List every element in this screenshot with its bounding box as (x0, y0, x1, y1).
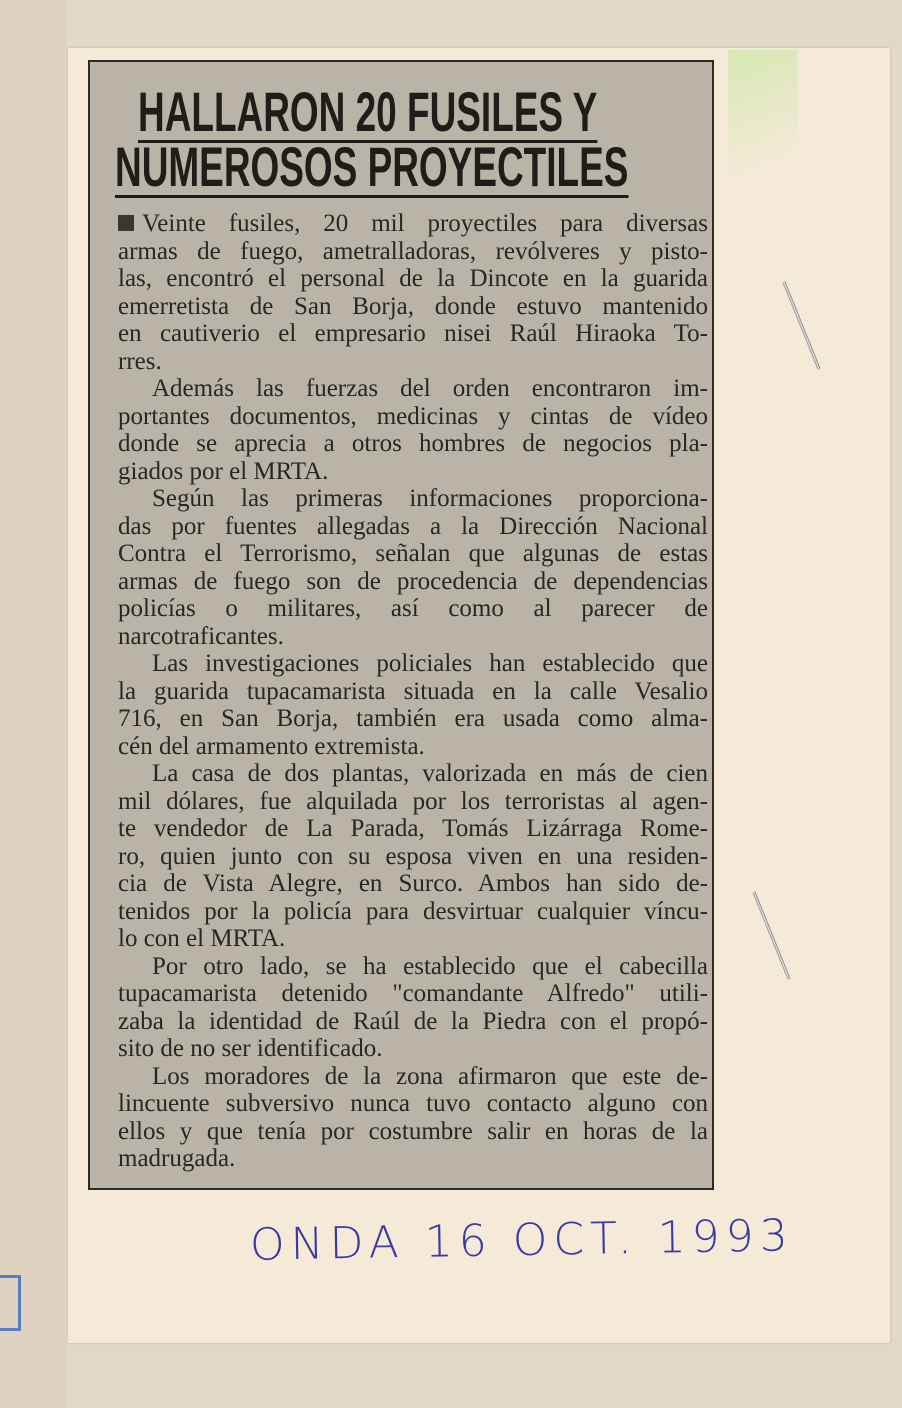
article-line (118, 760, 708, 788)
article-line (118, 595, 708, 623)
article-line-text: sito de no ser identificado. (118, 1035, 383, 1062)
article-line-text: policías o militares, así como al parecer de (118, 595, 708, 622)
article-line (118, 815, 708, 843)
article-line-text: las, encontró el personal de la Dincote en la guarida (118, 265, 708, 292)
article-line-text: ro, quien junto con su esposa viven en una residen- (118, 842, 708, 870)
article-line-text: emerretista de San Borja, donde estuvo mantenido (118, 292, 708, 320)
article-line-text: tenidos por la policía para desvirtuar cualquier víncu- (118, 897, 708, 925)
article-line (118, 513, 708, 541)
article-line-text: Los moradores de la zona afirmaron que este de- (152, 1062, 708, 1090)
article-line (118, 843, 708, 871)
article-line (118, 623, 708, 651)
article-line-text: cén del armamento extremista. (118, 732, 425, 760)
article-line (118, 540, 708, 568)
article-line-text: armas de fuego, ametralladoras, revólveres y pisto- (118, 237, 708, 265)
article-line (118, 210, 708, 238)
article-line (118, 1035, 708, 1063)
article-line (118, 788, 708, 816)
highlighter-mark (728, 50, 798, 220)
article-line-text: das por fuentes allegadas a la Dirección Nacional (118, 512, 708, 540)
article-line (118, 403, 708, 431)
article-line-text: tupacamarista detenido "comandante Alfredo" utili- (118, 980, 708, 1007)
article-line (118, 733, 708, 761)
article-line (118, 1145, 708, 1173)
article-line (118, 650, 708, 678)
article-line (118, 705, 708, 733)
article-line-text: madrugada. (118, 1145, 236, 1172)
article-line-text: lo con el MRTA. (118, 925, 286, 952)
article-line-text: Por otro lado, se ha establecido que el cabecilla (152, 952, 708, 980)
article-line-text: Además las fuerzas del orden encontraron im- (152, 375, 708, 402)
article-line-text: portantes documentos, medicinas y cintas de vídeo (118, 402, 708, 430)
headline-line-2: NUMEROSOS PROYECTILES (115, 135, 629, 198)
article-line (118, 485, 708, 513)
ink-mark (0, 1275, 21, 1331)
article-line (118, 1063, 708, 1091)
article-line (118, 1118, 708, 1146)
article-line (118, 980, 708, 1008)
article-line-text: Según las primeras informaciones proporciona- (152, 485, 708, 512)
article-line (118, 925, 708, 953)
article-line (118, 458, 708, 486)
square-bullet-icon (118, 215, 134, 231)
article-line (118, 678, 708, 706)
article-line (118, 430, 708, 458)
article-line (118, 1090, 708, 1118)
article-line-text: 716, en San Borja, también era usada como alma- (118, 705, 708, 732)
scanner-background (0, 0, 66, 1408)
article-line-text: Veinte fusiles, 20 mil proyectiles para diversas (142, 210, 708, 237)
article-line (118, 320, 708, 348)
article-line (118, 348, 708, 376)
article-line-text: narcotraficantes. (118, 622, 284, 650)
article-line (118, 953, 708, 981)
article-line-text: Contra el Terrorismo, señalan que algunas de estas (118, 540, 708, 567)
article-line-text: zaba la identidad de Raúl de la Piedra con el propó- (118, 1007, 708, 1035)
article-line-text: rres. (118, 347, 162, 375)
article-line-text: lincuente subversivo nunca tuvo contacto alguno con (118, 1090, 708, 1117)
article-line-text: mil dólares, fue alquilada por los terroristas al agen- (118, 787, 708, 815)
article-line (118, 238, 708, 266)
article-line-text: en cautiverio el empresario nisei Raúl Hiraoka To- (118, 320, 708, 347)
article-line-text: ellos y que tenía por costumbre salir en horas de la (118, 1117, 708, 1145)
handwritten-source-date: ONDA 16 OCT. 1993 (249, 1210, 795, 1271)
article-line-text: La casa de dos plantas, valorizada en más de cien (152, 760, 708, 787)
article-body (118, 210, 708, 1173)
article-line (118, 898, 708, 926)
article-line (118, 870, 708, 898)
article-line-text: cia de Vista Alegre, en Surco. Ambos han sido de- (118, 870, 708, 897)
headline-line-1: HALLARON 20 FUSILES Y (138, 80, 598, 143)
article-line-text: armas de fuego son de procedencia de dependencias (118, 567, 708, 595)
article-line (118, 293, 708, 321)
article-line (118, 375, 708, 403)
article-line-text: giados por el MRTA. (118, 457, 329, 485)
article-line-text: donde se aprecia a otros hombres de negocios pla- (118, 430, 708, 457)
article-line (118, 1008, 708, 1036)
article-line-text: te vendedor de La Parada, Tomás Lizárraga Rome- (118, 815, 708, 842)
article-line (118, 265, 708, 293)
article-line-text: Las investigaciones policiales han establecido que (152, 650, 708, 677)
article-line (118, 568, 708, 596)
article-line-text: la guarida tupacamarista situada en la calle Vesalio (118, 677, 708, 705)
